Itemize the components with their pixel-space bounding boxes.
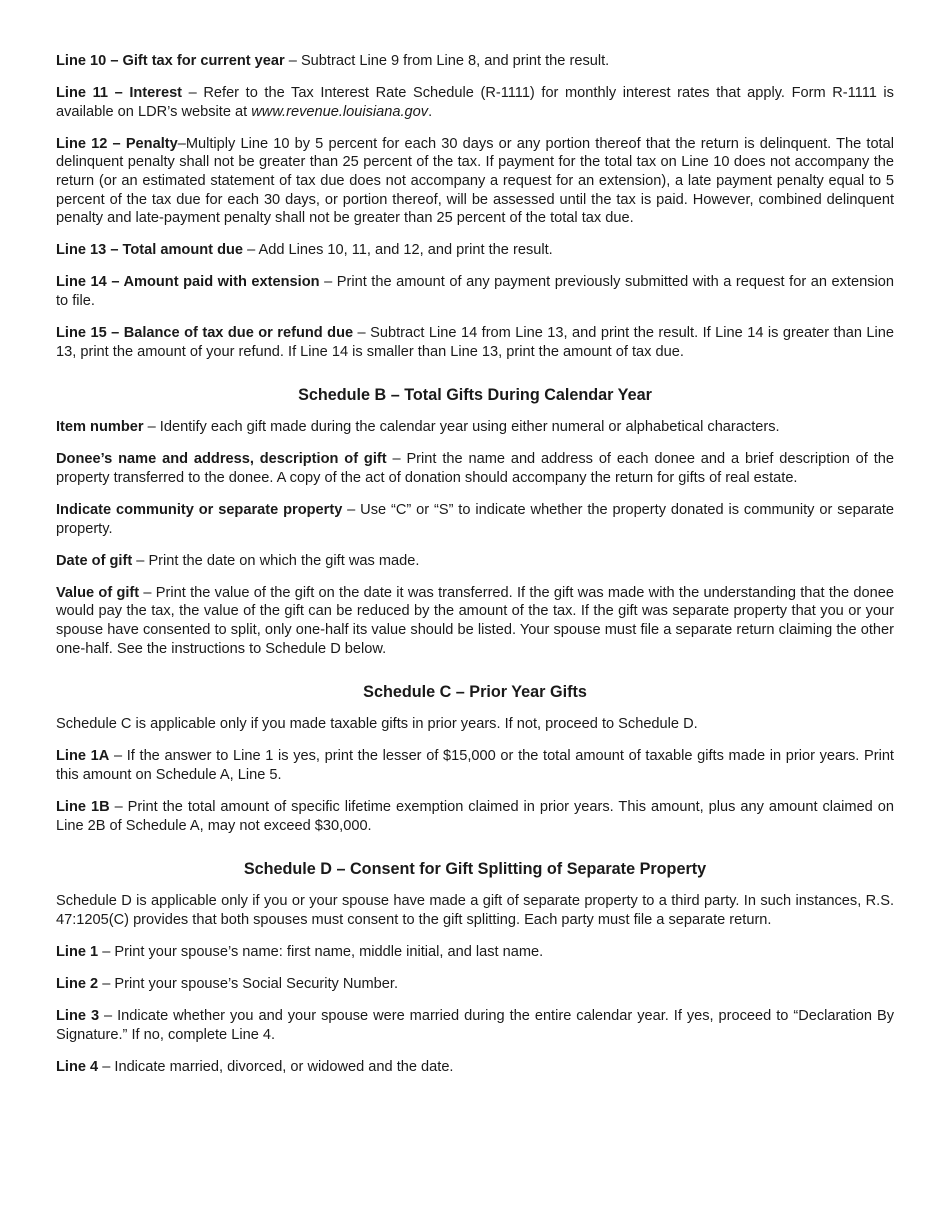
line-14-label: Line 14 – Amount paid with extension	[56, 274, 320, 291]
line-11-text: – Refer to the Tax Interest Rate Schedule (R-1111) for monthly interest rates that apply. Form R-1111 is available on LDR’s website at	[56, 85, 894, 120]
line-10-text: – Subtract Line 9 from Line 8, and print the result.	[284, 53, 610, 69]
line-12-label: Line 12 – Penalty	[56, 135, 178, 152]
line-12-instruction	[56, 135, 894, 228]
schedule-c-intro: Schedule C is applicable only if you made taxable gifts in prior years. If not, proceed to Schedule D.	[56, 716, 698, 733]
line-13-text: – Add Lines 10, 11, and 12, and print the result.	[243, 242, 553, 259]
schedule-d-intro: Schedule D is applicable only if you or your spouse have made a gift of separate property to a third party. In such instances, R.S. 47:1205(C) provides that both spouses must consent to the gift splitting. Each party must file a separate return.	[56, 893, 894, 928]
line-12-text: –Multiply Line 10 by 5 percent for each 30 days or any portion thereof that the return is delinquent. The total delinquent penalty shall not be greater than 25 percent of the tax. If payment for the total tax on Line 10 does not accompany the return (or an estimated statement of tax due does not accompany a request for an extension), a late payment penalty equal to 5 percent of the tax due for each 30 days, or portion thereof, will be assessed until the tax is paid. However, combined delinquent penalty and late-payment penalty shall not be greater than 25 percent of the total tax due.	[56, 135, 894, 227]
date-of-gift-label: Date of gift	[56, 552, 133, 569]
schedule-b-property-type	[56, 501, 894, 538]
instructions-page	[56, 52, 894, 1090]
d-line-3-label: Line 3	[56, 1008, 100, 1024]
d-line-1-text: – Print your spouse’s name: first name, middle initial, and last name.	[98, 943, 544, 960]
schedule-d-heading: Schedule D – Consent for Gift Splitting of Separate Property	[243, 860, 707, 879]
line-1b-text: – Print the total amount of specific lifetime exemption claimed in prior years. This amount, plus any amount claimed on Line 2B of Schedule A, may not exceed $30,000.	[56, 798, 894, 834]
item-number-label: Item number	[56, 419, 144, 436]
schedule-d-line-1	[56, 943, 894, 962]
line-11-label: Line 11 – Interest	[56, 85, 183, 102]
schedule-d-line-3	[56, 1007, 894, 1044]
schedule-b-donee	[56, 450, 894, 487]
d-line-3-text: – Indicate whether you and your spouse were married during the entire calendar year. If yes, proceed to “Declaration By Signature.” If no, complete Line 4.	[56, 1008, 894, 1043]
date-of-gift-text: – Print the date on which the gift was made.	[132, 552, 420, 569]
line-1a-text: – If the answer to Line 1 is yes, print the lesser of $15,000 or the total amount of taxable gifts made in prior years. Print this amount on Schedule A, Line 5.	[56, 748, 894, 783]
line-13-instruction	[56, 241, 894, 260]
donee-label: Donee’s name and address, description of gift	[56, 451, 387, 468]
line-14-text: – Print the amount of any payment previously submitted with a request for an extension to file.	[56, 274, 894, 309]
line-1b-label: Line 1B	[56, 798, 110, 815]
value-of-gift-label: Value of gift	[56, 584, 140, 601]
line-10-instruction	[56, 52, 894, 71]
line-15-label: Line 15 – Balance of tax due or refund due	[56, 325, 354, 342]
value-of-gift-text: – Print the value of the gift on the date it was transferred. If the gift was made with the understanding that the donee would pay the tax, the value of the gift can be reduced by the amount of the tax. If the gift was separate property that you or your spouse have consented to split, only one-half its value should be listed. Your spouse must file a separate return claiming the other one-half. See the instructions to Schedule D below.	[56, 584, 894, 657]
schedule-d-line-2	[56, 975, 894, 994]
schedule-c-heading: Schedule C – Prior Year Gifts	[363, 683, 587, 702]
d-line-4-text: – Indicate married, divorced, or widowed and the date.	[98, 1058, 454, 1075]
d-line-1-label: Line 1	[56, 943, 99, 960]
line-15-text: – Subtract Line 14 from Line 13, and print the result. If Line 14 is greater than Line 13, print the amount of your refund. If Line 14 is smaller than Line 13, print the amount of tax due.	[56, 325, 894, 360]
property-type-text: – Use “C” or “S” to indicate whether the property donated is community or separate property.	[56, 502, 894, 537]
line-10-label: Line 10 – Gift tax for current year	[56, 53, 285, 69]
schedule-b-date-of-gift	[56, 552, 894, 571]
schedule-c-line-1a	[56, 747, 894, 784]
ldr-website-link[interactable]: www.revenue.louisiana.gov	[251, 103, 429, 120]
line-11-tail: .	[428, 103, 433, 120]
line-15-instruction	[56, 324, 894, 361]
d-line-4-label: Line 4	[56, 1058, 99, 1075]
item-number-text: – Identify each gift made during the calendar year using either numeral or alphabetical characters.	[143, 419, 780, 436]
d-line-2-label: Line 2	[56, 975, 99, 992]
donee-text: – Print the name and address of each donee and a brief description of the property transferred to the donee. A copy of the act of donation should accompany the return for gifts of real estate.	[56, 451, 894, 486]
schedule-b-value-of-gift	[56, 584, 894, 658]
d-line-2-text: – Print your spouse’s Social Security Number.	[98, 975, 399, 992]
schedule-c-line-1b	[56, 798, 894, 835]
line-14-instruction	[56, 273, 894, 310]
property-type-label: Indicate community or separate property	[56, 502, 343, 518]
line-13-label: Line 13 – Total amount due	[56, 242, 244, 259]
schedule-b-heading: Schedule B – Total Gifts During Calendar Year	[298, 386, 652, 405]
line-11-instruction	[56, 84, 894, 121]
schedule-b-item-number	[56, 418, 894, 437]
line-1a-label: Line 1A	[56, 748, 110, 765]
schedule-d-line-4	[56, 1058, 894, 1077]
